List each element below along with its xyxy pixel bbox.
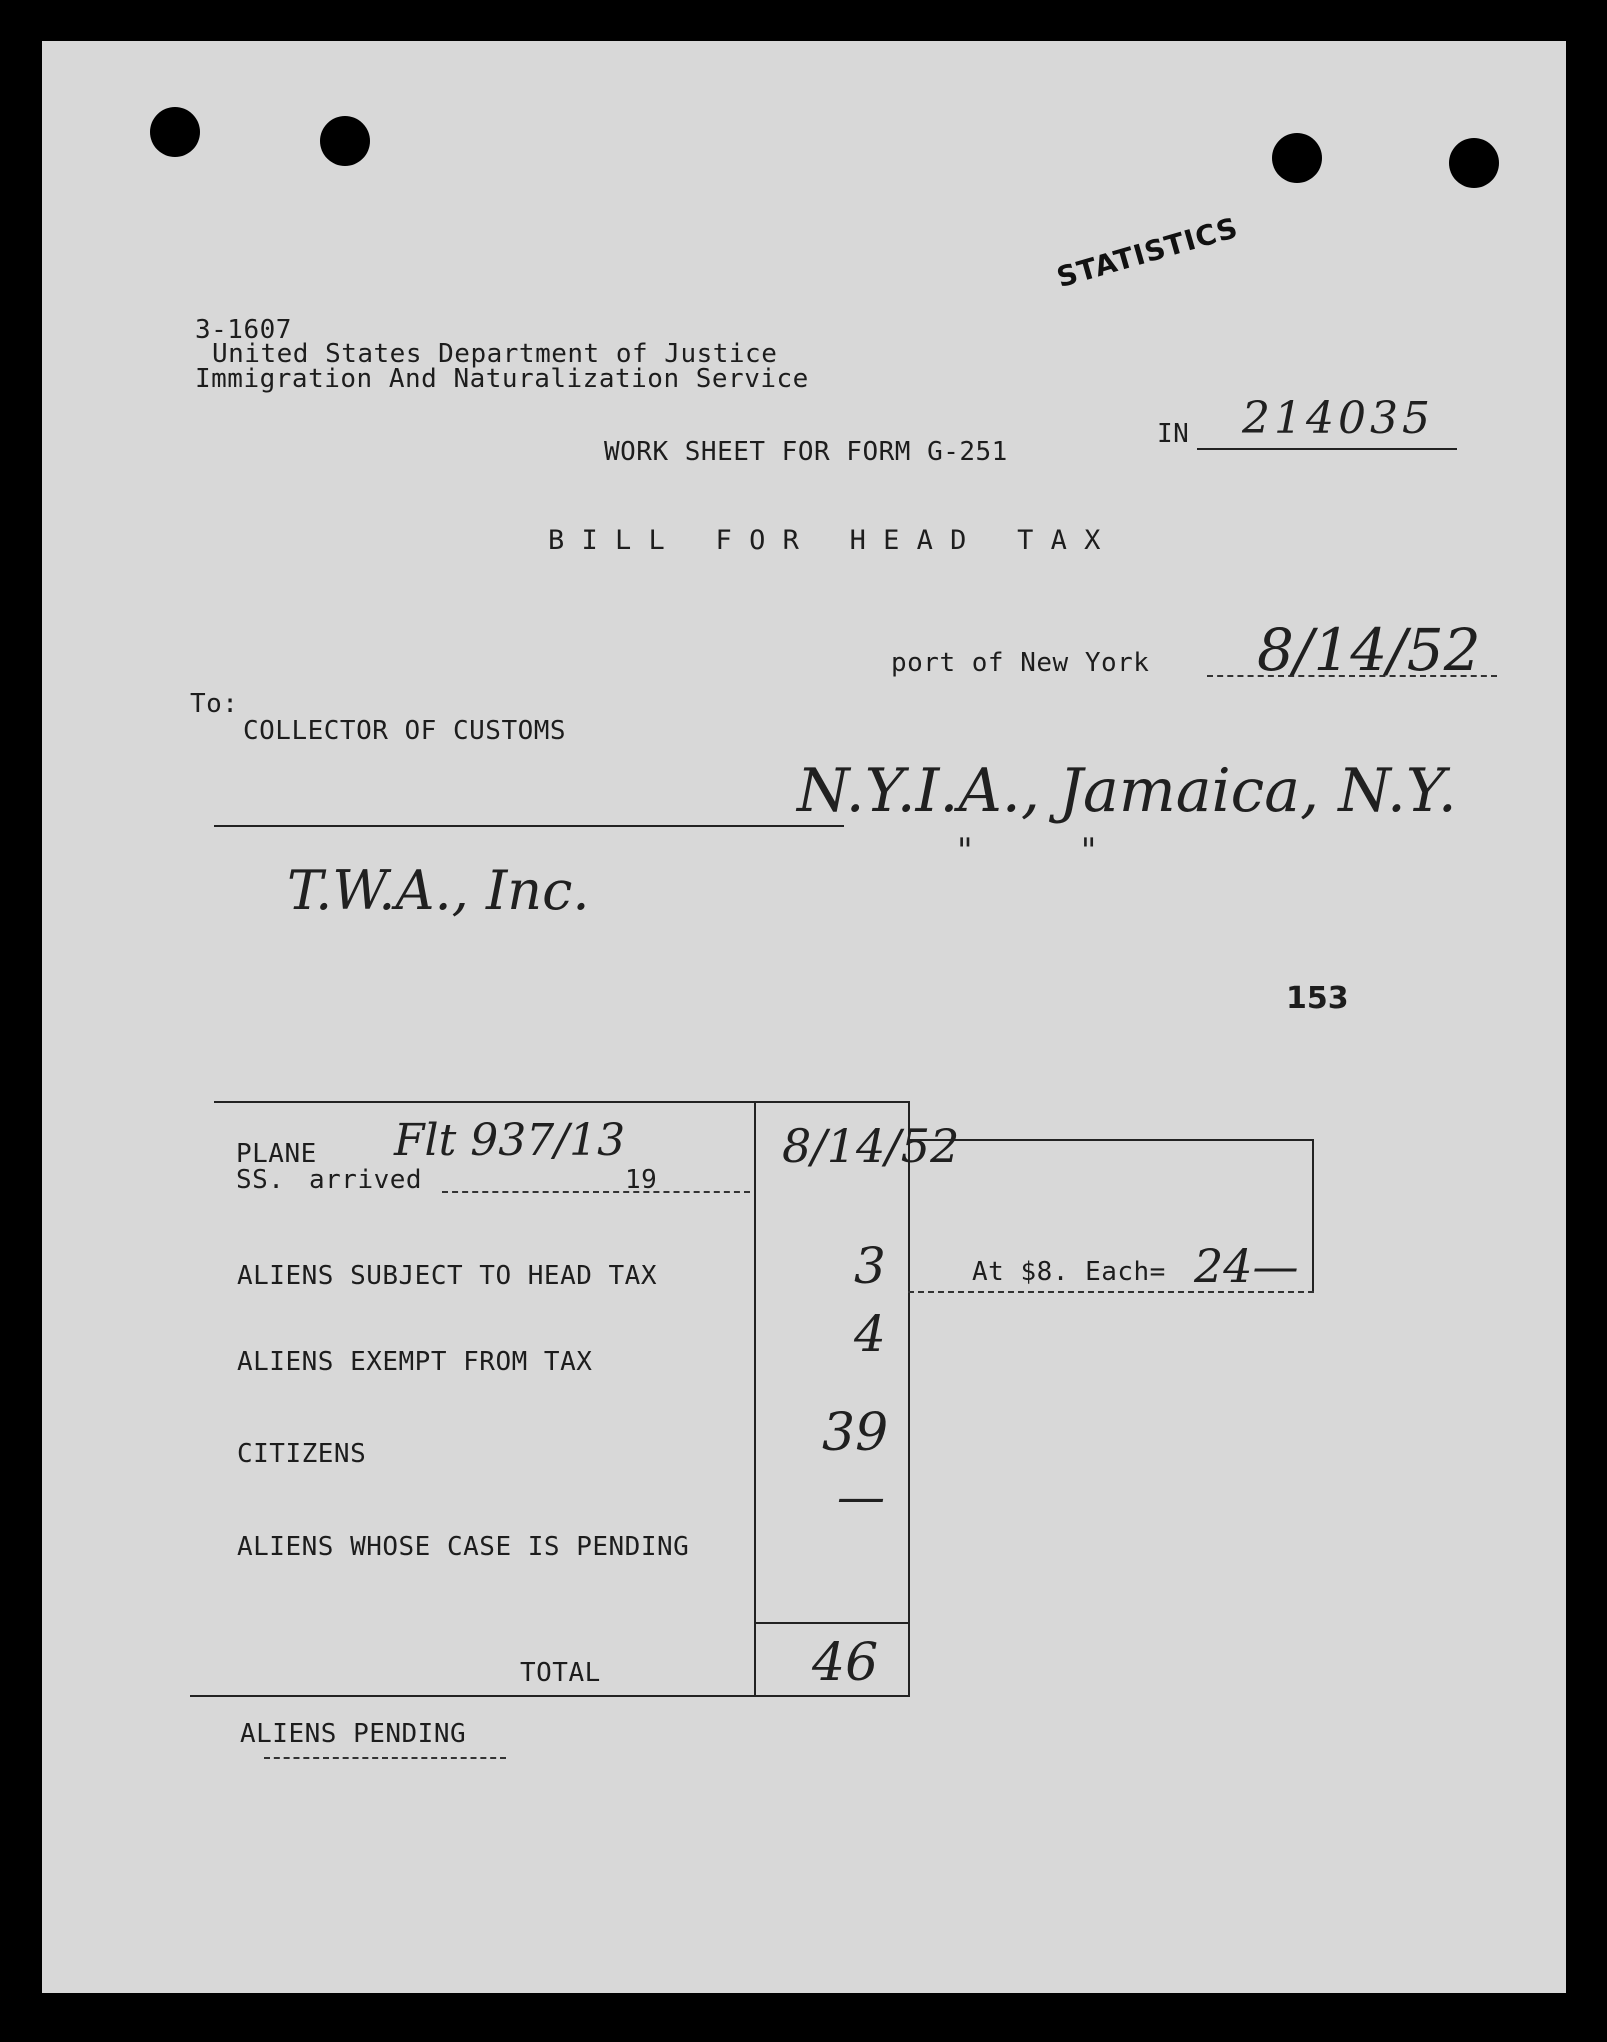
- worksheet-title: WORK SHEET FOR FORM G-251: [604, 437, 1008, 467]
- addressee: COLLECTOR OF CUSTOMS: [243, 716, 567, 746]
- aliens-pending-label: ALIENS PENDING: [240, 1719, 467, 1749]
- row-value-citizens: 39: [822, 1403, 889, 1463]
- in-number: 214035: [1242, 393, 1434, 444]
- in-underline: [1197, 448, 1457, 450]
- carrier-handwritten: T.W.A., Inc.: [287, 859, 590, 922]
- document-page: [42, 41, 1566, 1993]
- service-name: Immigration And Naturalization Service: [195, 364, 809, 394]
- table-bottom-border: [190, 1695, 910, 1697]
- address-line: [214, 825, 844, 827]
- department-name: United States Department of Justice: [212, 339, 778, 369]
- statistics-stamp: STATISTICS: [1053, 210, 1242, 295]
- row-value-exempt: 4: [854, 1305, 886, 1363]
- row-label-citizens: CITIZENS: [237, 1439, 367, 1469]
- row-value-subject-to-tax: 3: [854, 1237, 886, 1295]
- punch-hole: [320, 116, 370, 166]
- ss-label: SS.: [236, 1165, 285, 1195]
- location-handwritten: N.Y.I.A., Jamaica, N.Y.: [797, 756, 1457, 826]
- table-column-divider: [754, 1101, 756, 1695]
- arrival-date: 8/14/52: [782, 1119, 960, 1173]
- to-label: To:: [190, 689, 239, 719]
- rate-box-right: [1312, 1139, 1314, 1293]
- plane-label: PLANE: [236, 1139, 317, 1169]
- row-label-exempt: ALIENS EXEMPT FROM TAX: [237, 1347, 593, 1377]
- form-number: 3-1607: [195, 315, 292, 345]
- port-label: port of New York: [891, 648, 1150, 678]
- port-date: 8/14/52: [1257, 616, 1481, 684]
- arrived-label: arrived: [309, 1165, 423, 1195]
- rate-label: At $8. Each=: [972, 1257, 1166, 1287]
- row-value-pending: —: [837, 1469, 885, 1525]
- punch-hole: [1449, 138, 1499, 188]
- punch-hole: [150, 107, 200, 157]
- number-stamp: 153: [1286, 981, 1349, 1016]
- rate-box-top: [908, 1139, 1314, 1141]
- ditto-marks: " ": [957, 831, 1097, 871]
- row-label-pending: ALIENS WHOSE CASE IS PENDING: [237, 1532, 690, 1562]
- table-top-border: [214, 1101, 910, 1103]
- plane-flight: Flt 937/13: [394, 1115, 626, 1166]
- aliens-pending-underline: [264, 1757, 506, 1759]
- total-label: TOTAL: [520, 1658, 601, 1688]
- in-label: IN: [1157, 419, 1190, 449]
- arrived-line: [442, 1191, 750, 1193]
- row-label-subject-to-tax: ALIENS SUBJECT TO HEAD TAX: [237, 1261, 657, 1291]
- rate-total: 24—: [1194, 1239, 1299, 1293]
- table-right-border: [908, 1101, 910, 1695]
- year-prefix: 19: [625, 1165, 658, 1195]
- total-value: 46: [812, 1633, 879, 1693]
- punch-hole: [1272, 133, 1322, 183]
- bill-title: B I L L F O R H E A D T A X: [548, 525, 1101, 556]
- total-top-line: [754, 1622, 910, 1624]
